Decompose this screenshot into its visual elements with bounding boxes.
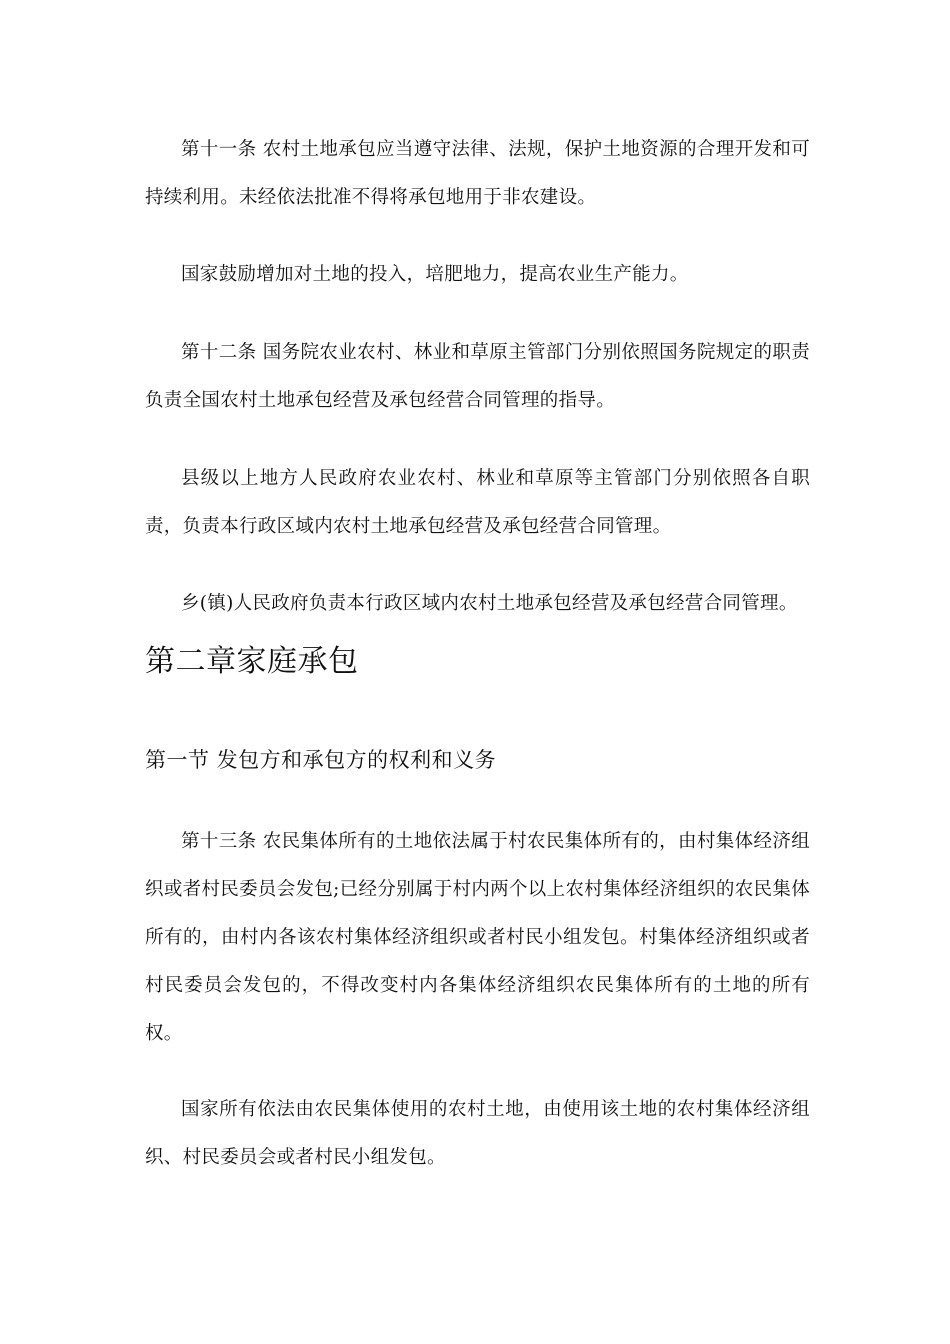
article-13-paragraph: 第十三条 农民集体所有的土地依法属于村农民集体所有的，由村集体经济组织或者村民委员会发包;已经分别属于村内两个以上农村集体经济组织的农民集体所有的，由村内各该农村集体经济组织或者村民小组发包。村集体经济组织或者村民委员会发包的，不得改变村内各集体经济组织农民集体所有的土地的所有权。 [145, 831, 810, 1044]
article-11-paragraph: 第十一条 农村土地承包应当遵守法律、法规，保护土地资源的合理开发和可持续利用。未经依法批准不得将承包地用于非农建设。 [145, 139, 810, 208]
township-paragraph: 乡(镇)人民政府负责本行政区域内农村土地承包经营及承包经营合同管理。 [181, 593, 798, 614]
county-level-paragraph: 县级以上地方人民政府农业农村、林业和草原等主管部门分别依照各自职责，负责本行政区域内农村土地承包经营及承包经营合同管理。 [145, 468, 810, 537]
land-investment-paragraph: 国家鼓励增加对土地的投入，培肥地力，提高农业生产能力。 [181, 264, 689, 285]
article-12-paragraph: 第十二条 国务院农业农村、林业和草原主管部门分别依照国务院规定的职责负责全国农村土地承包经营及承包经营合同管理的指导。 [145, 342, 810, 411]
section-heading: 第一节 发包方和承包方的权利和义务 [145, 748, 497, 772]
state-owned-land-paragraph: 国家所有依法由农民集体使用的农村土地，由使用该土地的农村集体经济组织、村民委员会或者村民小组发包。 [145, 1099, 810, 1168]
chapter-heading: 第二章家庭承包 [145, 644, 359, 679]
